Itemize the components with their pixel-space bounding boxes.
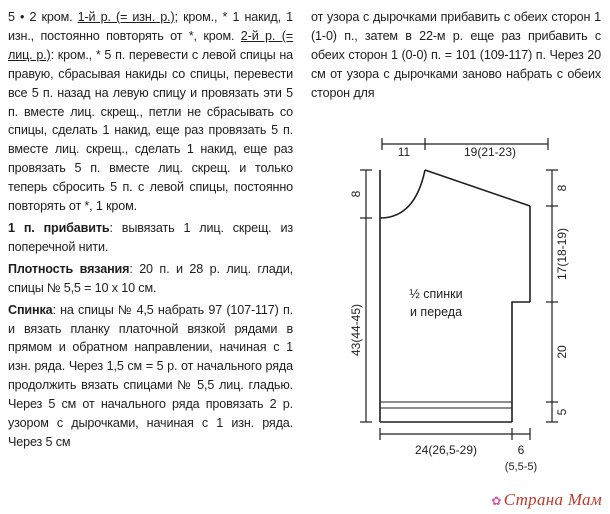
increase-text: : вывязать 1 лиц. скрещ. из поперечной нити. [8, 220, 294, 254]
schematic-label-line2: и переда [409, 305, 463, 319]
density-paragraph [8, 260, 293, 298]
back-text: : на спицы № 4,5 набрать 97 (107-117) п. и вязать планку платочной вязкой рядами в прямом и обратном направлении, начиная с 1 изн. ряда. Через 1,5 см = 5 р. от начального ряда продолжить вязать спицами № 5,5 лиц. гладью. Через 5 см от начального ряда провязать 2 р. узором с дырочками, начиная с 1 изн. ряда. Через 5 см [8, 302, 293, 449]
left-text-column [8, 8, 293, 452]
bottom-right-sub-label: (5,5-5) [504, 461, 538, 473]
left-height-dim-label: 43(44-45) [349, 303, 363, 357]
garment-shoulder [425, 170, 530, 206]
right-top-dim-label: 8 [555, 184, 569, 192]
right-text: от узора с дырочками прибавить с обеих сторон 1 (1-0) п., затем в 22-м р. еще раз прибавить с обеих сторон 1 (0-0) п. = 101 (109-117) п. Через 20 см от узора с дырочками заново набрать с обеих сторон для [311, 10, 601, 100]
bottom-right-dim-label: 6 [517, 443, 525, 457]
pattern-instructions [8, 8, 293, 216]
watermark-text: Страна Мам [503, 490, 602, 509]
back-paragraph [8, 301, 293, 452]
left-neck-dim-label: 8 [349, 190, 363, 198]
bottom-width-dim-label: 24(26,5-29) [414, 443, 478, 457]
right-paragraph [311, 8, 601, 103]
garment-schematic [300, 130, 600, 490]
top-left-dim-label: 11 [397, 145, 411, 159]
garment-neckline [380, 170, 425, 218]
schematic-label-line1: ½ спинки [409, 287, 463, 301]
increase-title: 1 п. прибавить [8, 220, 110, 235]
row-2-label: 2-й р. (= лиц. р.) [8, 28, 293, 62]
row-1-text: ; кром., * 1 накид, 1 изн., постоянно повторять от *, кром. [8, 10, 293, 43]
pattern-intro: 5 • 2 кром. [8, 10, 73, 24]
back-title: Спинка [8, 302, 53, 317]
right-low-dim-label: 20 [555, 345, 569, 359]
row-2-text: : кром., * 5 п. перевести с левой спицы на правую, сбрасывая накиды со спицы, перевести все 5 п. назад на левую спицу и провязать эти 5 п. вместе лиц. скрещ., петли не сбрасывать со спицы, сделать 1 накид, еще раз провязать 5 п. вместе лиц. скрещ., сделать 1 накид, еще раз провязать 5 п. вместе лиц. скрещ. и только теперь сбросить 5 п. с левой спицы, постоянно повторять от *, 1 кром. [8, 47, 294, 214]
density-title: Плотность вязания [8, 261, 130, 276]
right-mid-dim-label: 17(18-19) [555, 227, 569, 281]
right-text-column [311, 8, 601, 103]
watermark-logo [491, 490, 602, 510]
row-1-label: 1-й р. (= изн. р.) [77, 10, 175, 24]
garment-side-edge [512, 302, 530, 422]
increase-paragraph [8, 219, 293, 257]
density-text: : 20 п. и 28 р. лиц. глади, спицы № 5,5 = 10 х 10 см. [8, 261, 293, 295]
top-right-dim-label: 19(21-23) [463, 145, 517, 159]
flower-icon: ✿ [491, 494, 502, 508]
right-bottom-dim-label: 5 [555, 408, 569, 416]
